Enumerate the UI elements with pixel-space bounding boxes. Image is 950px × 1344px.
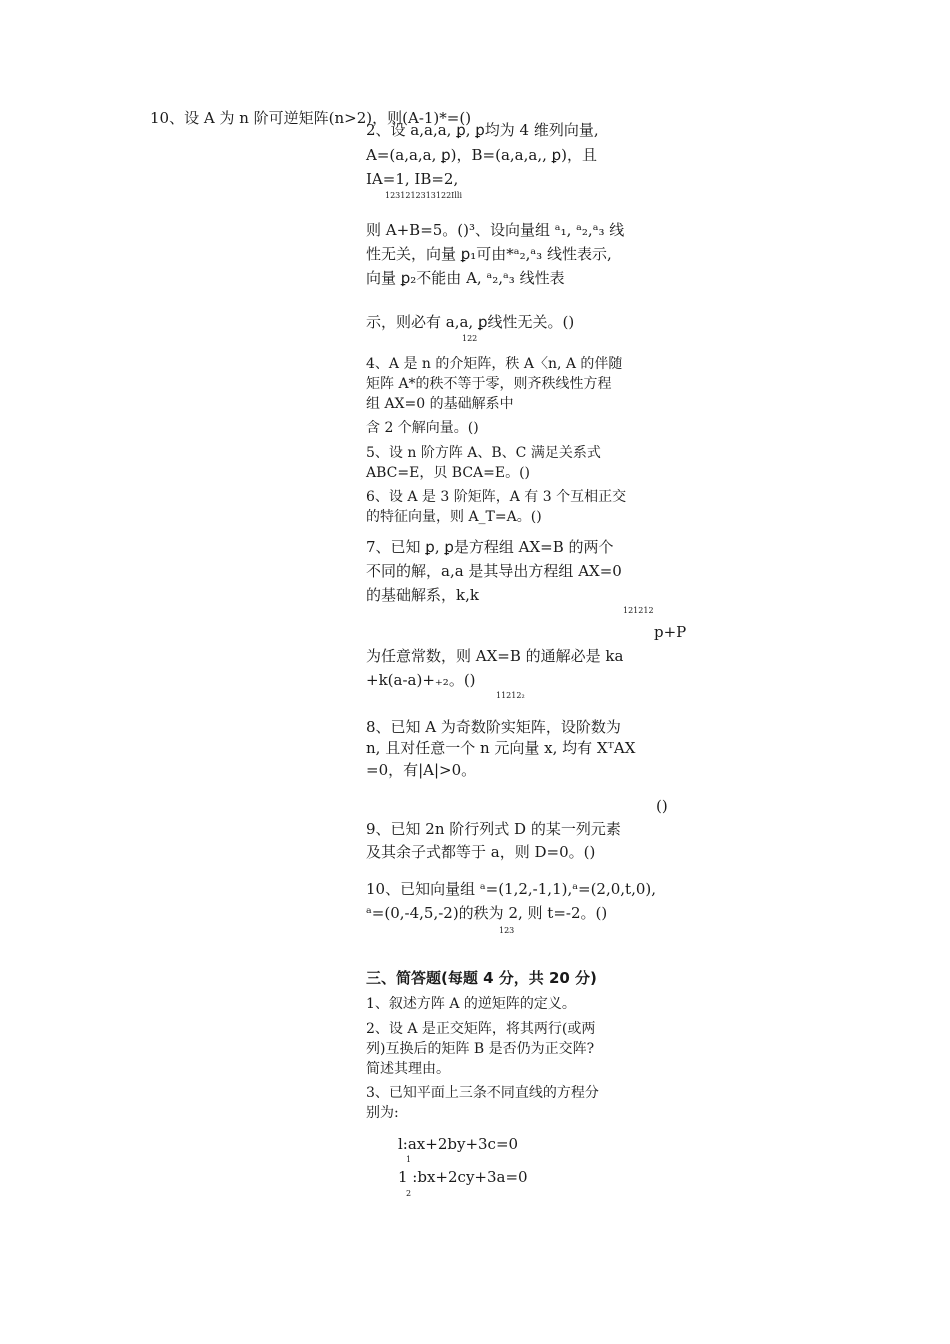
subscript-row: 123	[499, 926, 515, 935]
question-1: 1、叙述方阵 A 的逆矩阵的定义。	[366, 996, 576, 1012]
equation-line-1: l:ax+2by+3c=0	[398, 1135, 519, 1153]
text-line: 8、已知 A 为奇数阶实矩阵，设阶数为	[366, 718, 621, 736]
text-line: 不同的解，a,a 是其导出方程组 AX=0	[366, 562, 622, 580]
subscript-row: 11212₂	[496, 691, 525, 700]
text-line: 7、已知 ꝑ, ꝑ是方程组 AX=B 的两个	[366, 538, 614, 556]
text-line: 及其余子式都等于 a，则 D=0。()	[366, 843, 596, 861]
text-line: 的基础解系，k,k	[366, 586, 479, 604]
question-10-top: 10、设 A 为 n 阶可逆矩阵(n>2)，则(A-1)*=()	[150, 109, 472, 127]
text-line: 2、设 A 是正交矩阵，将其两行(或两	[366, 1021, 596, 1037]
text-line: 组 AX=0 的基础解系中	[366, 396, 514, 412]
text-line: 9、已知 2n 阶行列式 D 的某一列元素	[366, 820, 621, 838]
text-line: n, 且对任意一个 n 元向量 x, 均有 XᵀAX	[366, 739, 636, 757]
text-line: 别为:	[366, 1105, 399, 1121]
text-line: 5、设 n 阶方阵 A、B、C 满足关系式	[366, 445, 601, 461]
text-line: 含 2 个解向量。()	[366, 420, 479, 436]
text-line: 示，则必有 a,a, ꝑ线性无关。()	[366, 313, 575, 331]
text-line: IA=1, IB=2,	[366, 170, 459, 188]
text-line: A=(a,a,a, ꝑ)，B=(a,a,a,, ꝑ)，且	[366, 146, 598, 164]
equation-line-2: 1 :bx+2cy+3a=0	[398, 1168, 528, 1186]
text-line: 向量 ꝑ₂不能由 A, ᵃ₂,ᵃ₃ 线性表	[366, 269, 565, 287]
text-line: p+P	[654, 623, 687, 641]
subscript-row: 121212	[623, 606, 654, 615]
section-heading: 三、简答题(每题 4 分，共 20 分)	[366, 969, 597, 987]
text-line: 10、已知向量组 ᵃ=(1,2,-1,1),ᵃ=(2,0,t,0),	[366, 880, 657, 898]
text-line: +k(a-a)+₊₂。()	[366, 671, 476, 689]
text-line: ()	[656, 797, 668, 815]
subscript-row: 2	[406, 1189, 412, 1198]
text-line: 简述其理由。	[366, 1061, 450, 1077]
text-line: 4、A 是 n 的介矩阵，秩 A〈n, A 的伴随	[366, 356, 623, 372]
text-line: ABC=E，贝 BCA=E。()	[366, 465, 531, 481]
text-line: 则 A+B=5。()³、设向量组 ᵃ₁, ᵃ₂,ᵃ₃ 线	[366, 221, 625, 239]
text-line: 2、设 a,a,a, ꝑ, ꝑ均为 4 维列向量,	[366, 121, 599, 139]
text-line: =0，有|A|>0。	[366, 761, 477, 779]
subscript-row: 1231212313122Illi	[385, 191, 463, 200]
subscript-row: 122	[462, 334, 478, 343]
text-line: 的特征向量，则 A_T=A。()	[366, 509, 542, 525]
subscript-row: 1	[406, 1155, 412, 1164]
text-line: 矩阵 A*的秩不等于零，则齐秩线性方程	[366, 376, 612, 392]
text-line: 性无关，向量 ꝑ₁可由*ᵃ₂,ᵃ₃ 线性表示,	[366, 245, 612, 263]
text-line: 3、已知平面上三条不同直线的方程分	[366, 1085, 599, 1101]
text-line: 列)互换后的矩阵 B 是否仍为正交阵?	[366, 1041, 595, 1057]
text-line: 6、设 A 是 3 阶矩阵，A 有 3 个互相正交	[366, 489, 627, 505]
text-line: ᵃ=(0,-4,5,-2)的秩为 2, 则 t=-2。()	[366, 904, 608, 922]
text-line: 为任意常数，则 AX=B 的通解必是 ka	[366, 647, 624, 665]
